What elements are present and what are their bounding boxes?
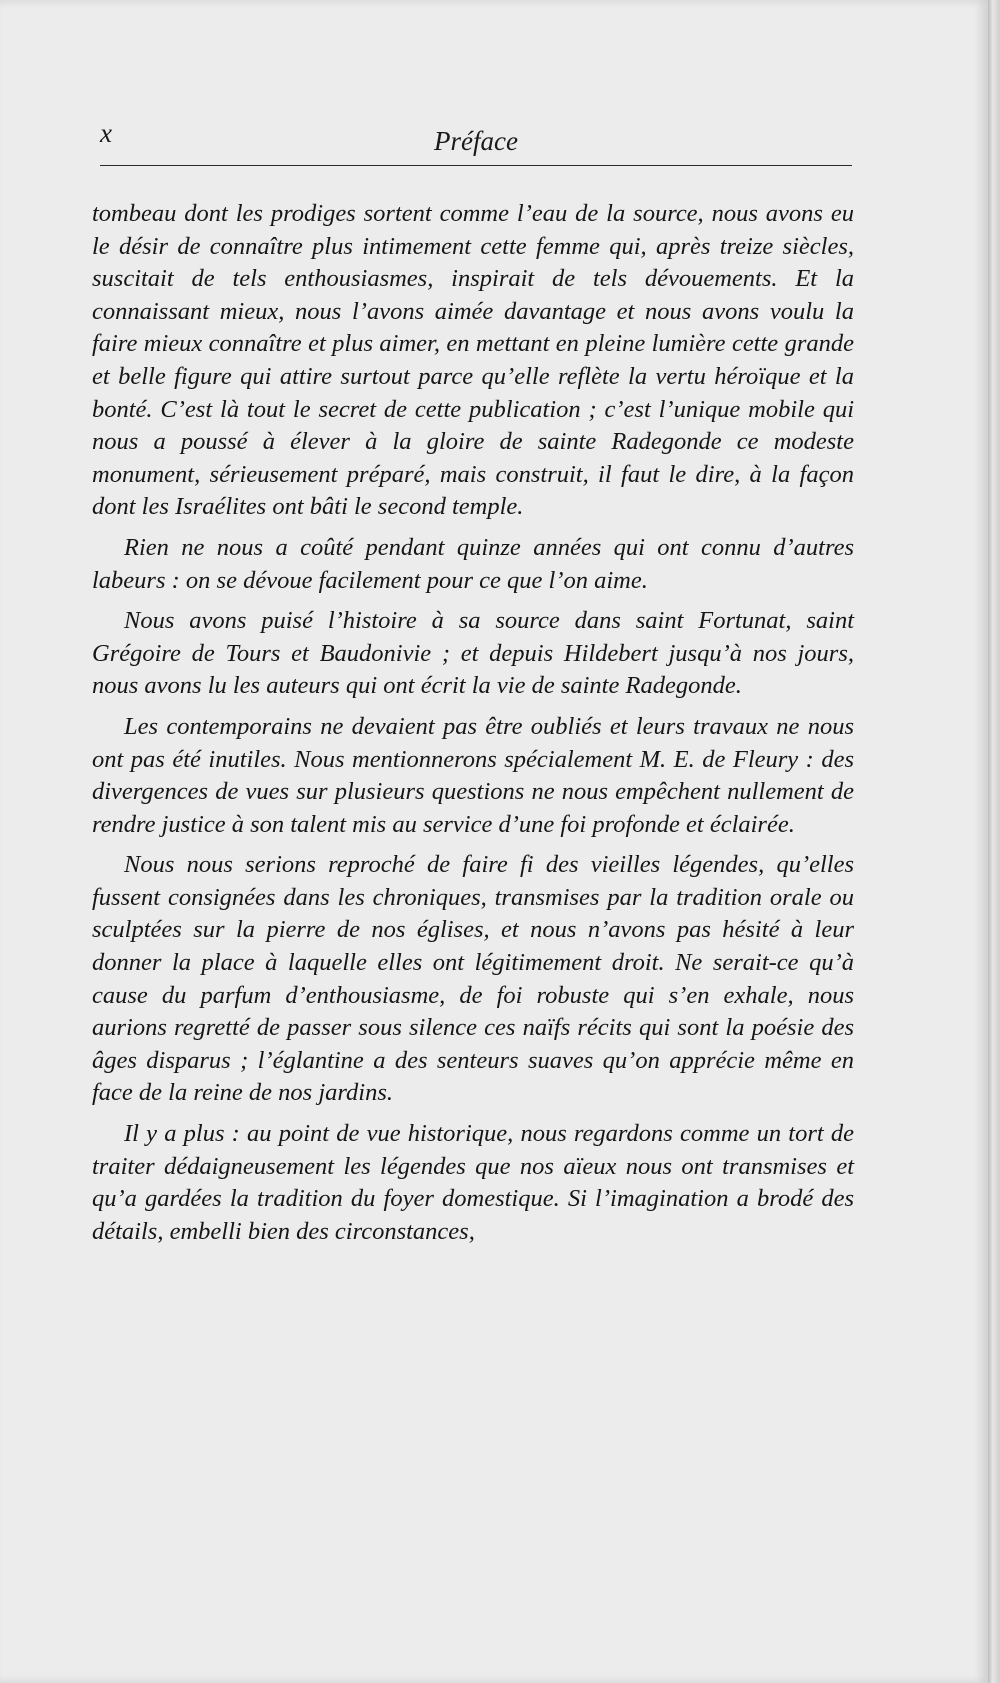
page-header bbox=[100, 118, 852, 168]
paragraph: Nous avons puisé l’histoire à sa source dans saint Fortunat, saint Grégoire de Tours et Baudonivie ; et depuis Hildebert jusqu’à nos jours, nous avons lu les auteurs qui ont écrit la vie de sainte Radegonde. bbox=[92, 607, 854, 700]
paragraph: Rien ne nous a coûté pendant quinze années qui ont connu d’autres labeurs : on se dévoue facilement pour ce que l’on aime. bbox=[92, 533, 854, 594]
paragraph: Nous nous serions reproché de faire fi des vieilles légendes, qu’elles fussent consignées dans les chroniques, transmises par la tradition orale ou sculptées sur la pierre de nos églises, et nous n’avons pas hésité à leur donner la place à laquelle elles ont légitimement droit. Ne serait-ce qu’à cause du parfum d’enthousiasme, de foi robuste qui s’en exhale, nous aurions regretté de passer sous silence ces naïfs récits qui sont la poésie des âges disparus ; l’églantine a des senteurs suaves qu’on apprécie même en face de la reine de nos jardins. bbox=[92, 851, 854, 1107]
page-edge bbox=[988, 0, 1000, 1683]
page-number: x bbox=[100, 118, 112, 148]
running-title: Préface bbox=[434, 126, 518, 156]
body-text bbox=[92, 198, 854, 1256]
paragraph: Les contemporains ne devaient pas être oubliés et leurs travaux ne nous ont pas été inutiles. Nous mentionnerons spécialement M. E. de Fleury : des divergences de vues sur plusieurs questions ne nous empêchent nullement de rendre justice à son talent mis au service d’une foi profonde et éclairée. bbox=[92, 712, 854, 838]
header-rule bbox=[100, 165, 852, 166]
paragraph: tombeau dont les prodiges sortent comme l’eau de la source, nous avons eu le désir de connaître plus intimement cette femme qui, après treize siècles, suscitait de tels enthousiasmes, inspirait de tels dévouements. Et la connaissant mieux, nous l’avons aimée davantage et nous avons voulu la faire mieux connaître et plus aimer, en mettant en pleine lumière cette grande et belle figure qui attire surtout parce qu’elle reflète la vertu héroïque et la bonté. C’est là tout le secret de cette publication ; c’est l’unique mobile qui nous a poussé à élever à la gloire de sainte Radegonde ce modeste monument, sérieusement préparé, mais construit, il faut le dire, à la façon dont les Israélites ont bâti le second temple. bbox=[92, 200, 854, 521]
paragraph: Il y a plus : au point de vue historique, nous regardons comme un tort de traiter dédaigneusement les légendes que nos aïeux nous ont transmises et qu’a gardées la tradition du foyer domestique. Si l’imagination a brodé des détails, embelli bien des circonstances, bbox=[92, 1120, 854, 1245]
